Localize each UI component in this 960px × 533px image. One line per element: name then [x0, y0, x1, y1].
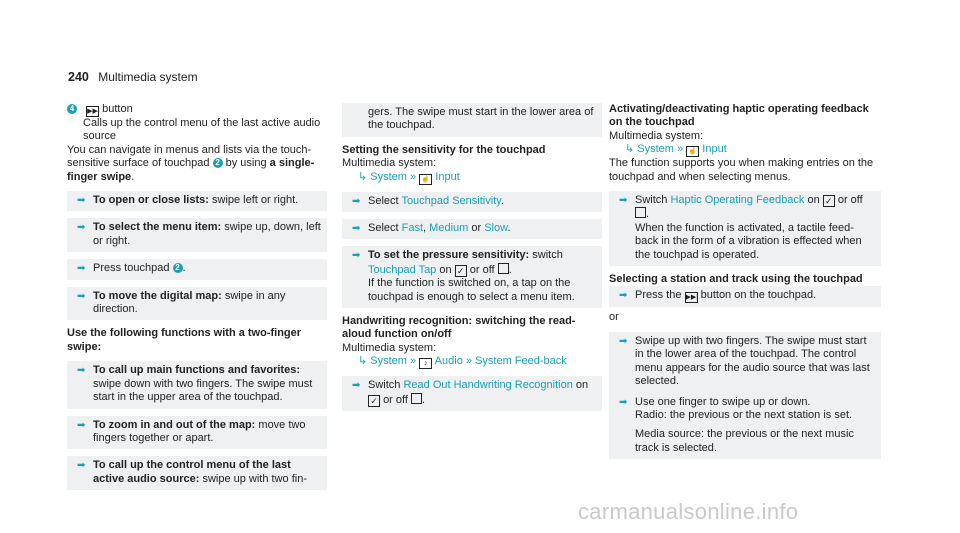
page-header	[68, 70, 198, 84]
checkbox-checked-icon: ✓	[823, 195, 835, 207]
step-open-lists: ➡ To open or close lists: swipe left or right.	[67, 191, 327, 211]
touchpad-number-badge: 2	[173, 263, 183, 273]
step-arrow-icon: ➡	[77, 263, 86, 275]
checkbox-checked-icon: ✓	[455, 265, 467, 277]
path-separator-icon: »	[410, 170, 417, 183]
haptic-text: The function supports you when making entries on the touchpad and when selecting menus.	[609, 157, 874, 183]
step-swipe-one: ➡ Use one finger to swipe up or down. Radio: the previous or the next station is set. Media source: the previous or the next music track is selected.	[609, 393, 881, 460]
return-arrow-icon: ↳	[358, 355, 368, 368]
skip-forward-icon: ▶▶|	[685, 294, 699, 302]
step-arrow-icon: ➡	[77, 419, 86, 431]
station-heading: Selecting a station and track using the touchpad	[609, 273, 863, 286]
step-arrow-icon: ➡	[77, 195, 86, 207]
step-arrow-icon: ➡	[352, 195, 361, 207]
path-separator-icon: »	[677, 143, 684, 156]
step-arrow-icon: ➡	[352, 250, 361, 262]
menu-path-input: ↳ System » ☝ Input	[625, 143, 727, 156]
checkbox-empty-icon	[498, 263, 509, 274]
item-4: 4 ▶▶| button	[67, 103, 327, 117]
step-continued: gers. The swipe must start in the lower area of the touchpad.	[342, 103, 602, 137]
step-arrow-icon: ➡	[77, 460, 86, 472]
step-control-menu: ➡ To call up the control menu of the last active audio source: swipe up with two fin-	[67, 456, 327, 490]
menu-label: Multimedia system:	[342, 157, 437, 170]
return-arrow-icon: ↳	[625, 143, 635, 156]
step-select-speed: ➡ Select Fast, Medium or Slow.	[342, 219, 602, 239]
item-4-desc: Calls up the control menu of the last active audio source	[83, 117, 321, 143]
watermark: carmanualsonline.info	[578, 499, 799, 524]
step-arrow-icon: ➡	[77, 222, 86, 234]
step-select-sensitivity: ➡ Select Touchpad Sensitivity.	[342, 192, 602, 212]
step-select-menu: ➡ To select the menu item: swipe up, down, left or right.	[67, 218, 327, 252]
path-separator-icon: »	[465, 355, 472, 368]
checkbox-empty-icon	[635, 207, 646, 218]
menu-label: Multimedia system:	[609, 129, 704, 142]
step-arrow-icon: ➡	[619, 335, 628, 347]
column-2	[342, 103, 602, 411]
menu-label: Multimedia system:	[342, 341, 437, 354]
checkbox-checked-icon: ✓	[368, 395, 380, 407]
step-zoom-map: ➡ To zoom in and out of the map: move two fingers together or apart.	[67, 416, 327, 450]
touch-input-icon: ☝	[419, 174, 432, 185]
menu-path-input: ↳ System » ☝ Input	[358, 170, 460, 183]
step-arrow-icon: ➡	[619, 290, 628, 302]
step-arrow-icon: ➡	[619, 396, 628, 408]
checkbox-empty-icon	[411, 393, 422, 404]
or-text: or	[609, 311, 619, 324]
handwriting-heading: Handwriting recognition: switching the read-aloud function on/off	[342, 315, 576, 341]
step-arrow-icon: ➡	[619, 195, 628, 207]
return-arrow-icon: ↳	[358, 170, 368, 183]
step-arrow-icon: ➡	[77, 365, 86, 377]
section-title: Multimedia system	[98, 70, 198, 84]
haptic-heading: Activating/deactivating haptic operating feedback on the touchpad	[609, 103, 869, 129]
step-read-out: ➡ Switch Read Out Handwriting Recognition on ✓ or off .	[342, 376, 602, 411]
step-main-functions: ➡ To call up main functions and favorites: swipe down with two fingers. The swipe must start in the upper area of the touchpad.	[67, 361, 327, 408]
step-pressure-sensitivity: ➡ To set the pressure sensitivity: switch Touchpad Tap on ✓ or off . If the function is switched on, a tap on the touchpad is enough to select a menu item.	[342, 246, 602, 308]
step-arrow-icon: ➡	[352, 223, 361, 235]
step-move-map: ➡ To move the digital map: swipe in any direction.	[67, 287, 327, 321]
audio-icon: ♪	[419, 358, 432, 369]
touch-input-icon: ☝	[686, 146, 699, 157]
item-number-badge: 4	[67, 104, 77, 114]
step-press-touchpad: ➡ Press touchpad 2 .	[67, 259, 327, 279]
step-press-button: ➡ Press the ▶▶| button on the touchpad.	[609, 286, 881, 307]
step-arrow-icon: ➡	[77, 290, 86, 302]
skip-forward-icon: ▶▶|	[87, 108, 100, 115]
column-1	[67, 103, 327, 490]
path-separator-icon: »	[410, 355, 417, 368]
step-haptic-switch: ➡ Switch Haptic Operating Feedback on ✓ or off . When the function is activated, a tactile feed-back in the form of a vibration is effected when the touchpad is operated.	[609, 191, 881, 266]
step-arrow-icon: ➡	[352, 380, 361, 392]
page-number: 240	[68, 70, 89, 84]
step-swipe-two: ➡ Swipe up with two fingers. The swipe must start in the lower area of the touchpad. The control menu appears for the audio source that was last selected.	[609, 332, 881, 393]
touchpad-number-badge: 2	[213, 158, 223, 168]
sensitivity-heading: Setting the sensitivity for the touchpad	[342, 143, 546, 156]
intro-text: You can navigate in menus and lists via the touch-sensitive surface of touchpad 2 by using a single-finger swipe.	[67, 143, 315, 183]
column-3	[609, 103, 881, 459]
two-finger-heading: Use the following functions with a two-finger swipe:	[67, 327, 302, 353]
menu-path-feedback: ↳ System » ♪ Audio » System Feed-back	[358, 355, 567, 368]
